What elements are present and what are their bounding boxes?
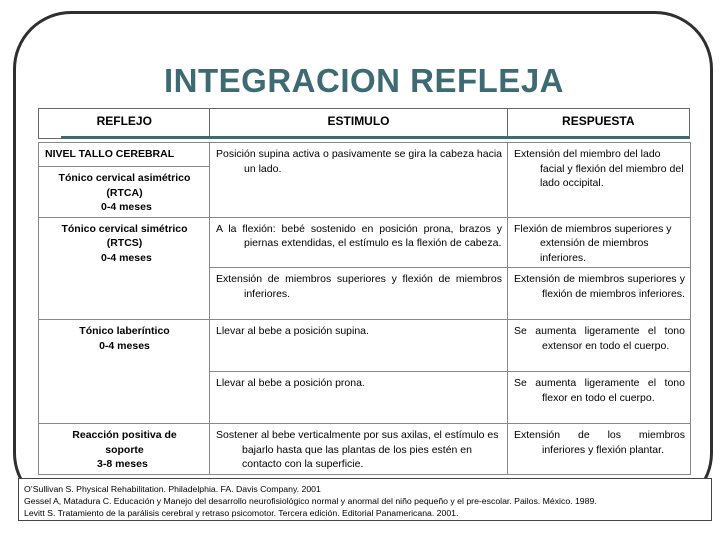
column-header-reflejo: REFLEJO [96, 114, 152, 128]
table-header [38, 108, 690, 139]
response-text: Flexión de miembros superiores y extensión de miembros inferiores. [514, 222, 672, 264]
stimulus-cell [210, 217, 508, 268]
header-accent-line [61, 136, 689, 139]
response-cell [508, 143, 691, 218]
stimulus-text: Llevar al bebe a posición supina. [216, 325, 369, 337]
reflex-cell [39, 217, 210, 320]
stimulus-text: Llevar al bebe a posición prona. [216, 377, 365, 389]
table-row [39, 424, 691, 475]
reflex-name-cont: soporte [105, 443, 144, 456]
reference-item: Gessel A, Matadura C. Educación y Manejo del desarrollo neurofisiológico normal y anormal del niño pequeño y el pre-escolar. Pailos. México. 1989. [24, 496, 597, 507]
reference-item: Levitt S. Tratamiento de la parálisis cerebral y retraso psicomotor. Tercera edición. Editorial Panamericana. 2001. [24, 508, 459, 519]
reflex-cell [39, 143, 210, 167]
stimulus-cell [210, 424, 508, 475]
response-cell [508, 217, 691, 268]
response-cell [508, 424, 691, 475]
reflex-age: 3-8 meses [97, 458, 148, 470]
reflex-cell [39, 167, 210, 218]
response-text: Se aumenta ligeramente el tono flexor en todo el cuerpo. [514, 377, 685, 404]
reflex-name: NIVEL TALLO CEREBRAL [45, 148, 175, 160]
table-row [39, 217, 691, 268]
reference-item: O’Sullivan S. Physical Rehabilitation. Philadelphia. FA. Davis Company. 2001 [24, 484, 321, 494]
references-box [18, 478, 712, 521]
stimulus-text: Extensión de miembros superiores y flexión de miembros inferiores. [216, 273, 502, 300]
reflex-cell [39, 424, 210, 475]
table-row [39, 143, 691, 167]
stimulus-cell [210, 143, 508, 218]
reflex-table [38, 142, 691, 475]
stimulus-text: Sostener al bebe verticalmente por sus axilas, el estímulo es bajarlo hasta que las plantas de los pies estén en contacto con la superficie. [216, 429, 499, 470]
stimulus-cell [210, 372, 508, 424]
response-cell [508, 372, 691, 424]
reflex-name: Tónico laberíntico [79, 325, 170, 337]
table-row [39, 320, 691, 372]
stimulus-text: A la flexión: bebé sostenido en posición prona, brazos y piernas extendidas, el estímulo es la flexión de cabeza. [216, 222, 502, 249]
stimulus-cell [210, 320, 508, 372]
reflex-abbrev: (RTCS) [106, 237, 143, 249]
reflex-age: 0-4 meses [101, 201, 152, 213]
slide-title: INTEGRACION REFLEJA [163, 62, 565, 99]
response-text: Extensión de los miembros inferiores y flexión plantar. [514, 429, 685, 456]
reflex-age: 0-4 meses [99, 339, 150, 352]
reflex-age: 0-4 meses [101, 251, 152, 264]
column-header-respuesta: RESPUESTA [507, 109, 689, 138]
response-text: Extensión del miembro del lado facial y flexión del miembro del lado occipital. [514, 148, 684, 189]
stimulus-text: Posición supina activa o pasivamente se gira la cabeza hacia un lado. [216, 148, 502, 175]
reflex-name: Reacción positiva de [72, 429, 177, 441]
stimulus-cell [210, 268, 508, 320]
column-header-estimulo: ESTIMULO [209, 109, 506, 138]
reflex-name: Tónico cervical asimétrico [58, 172, 191, 184]
response-cell [508, 320, 691, 372]
reflex-name: Tónico cervical simétrico [61, 222, 188, 235]
reflex-cell [39, 320, 210, 424]
reflex-abbrev: (RTCA) [106, 186, 143, 199]
response-text: Extensión de miembros superiores y flexión de miembros inferiores. [514, 273, 685, 300]
response-cell [508, 268, 691, 320]
response-text: Se aumenta ligeramente el tono extensor en todo el cuerpo. [514, 325, 685, 352]
